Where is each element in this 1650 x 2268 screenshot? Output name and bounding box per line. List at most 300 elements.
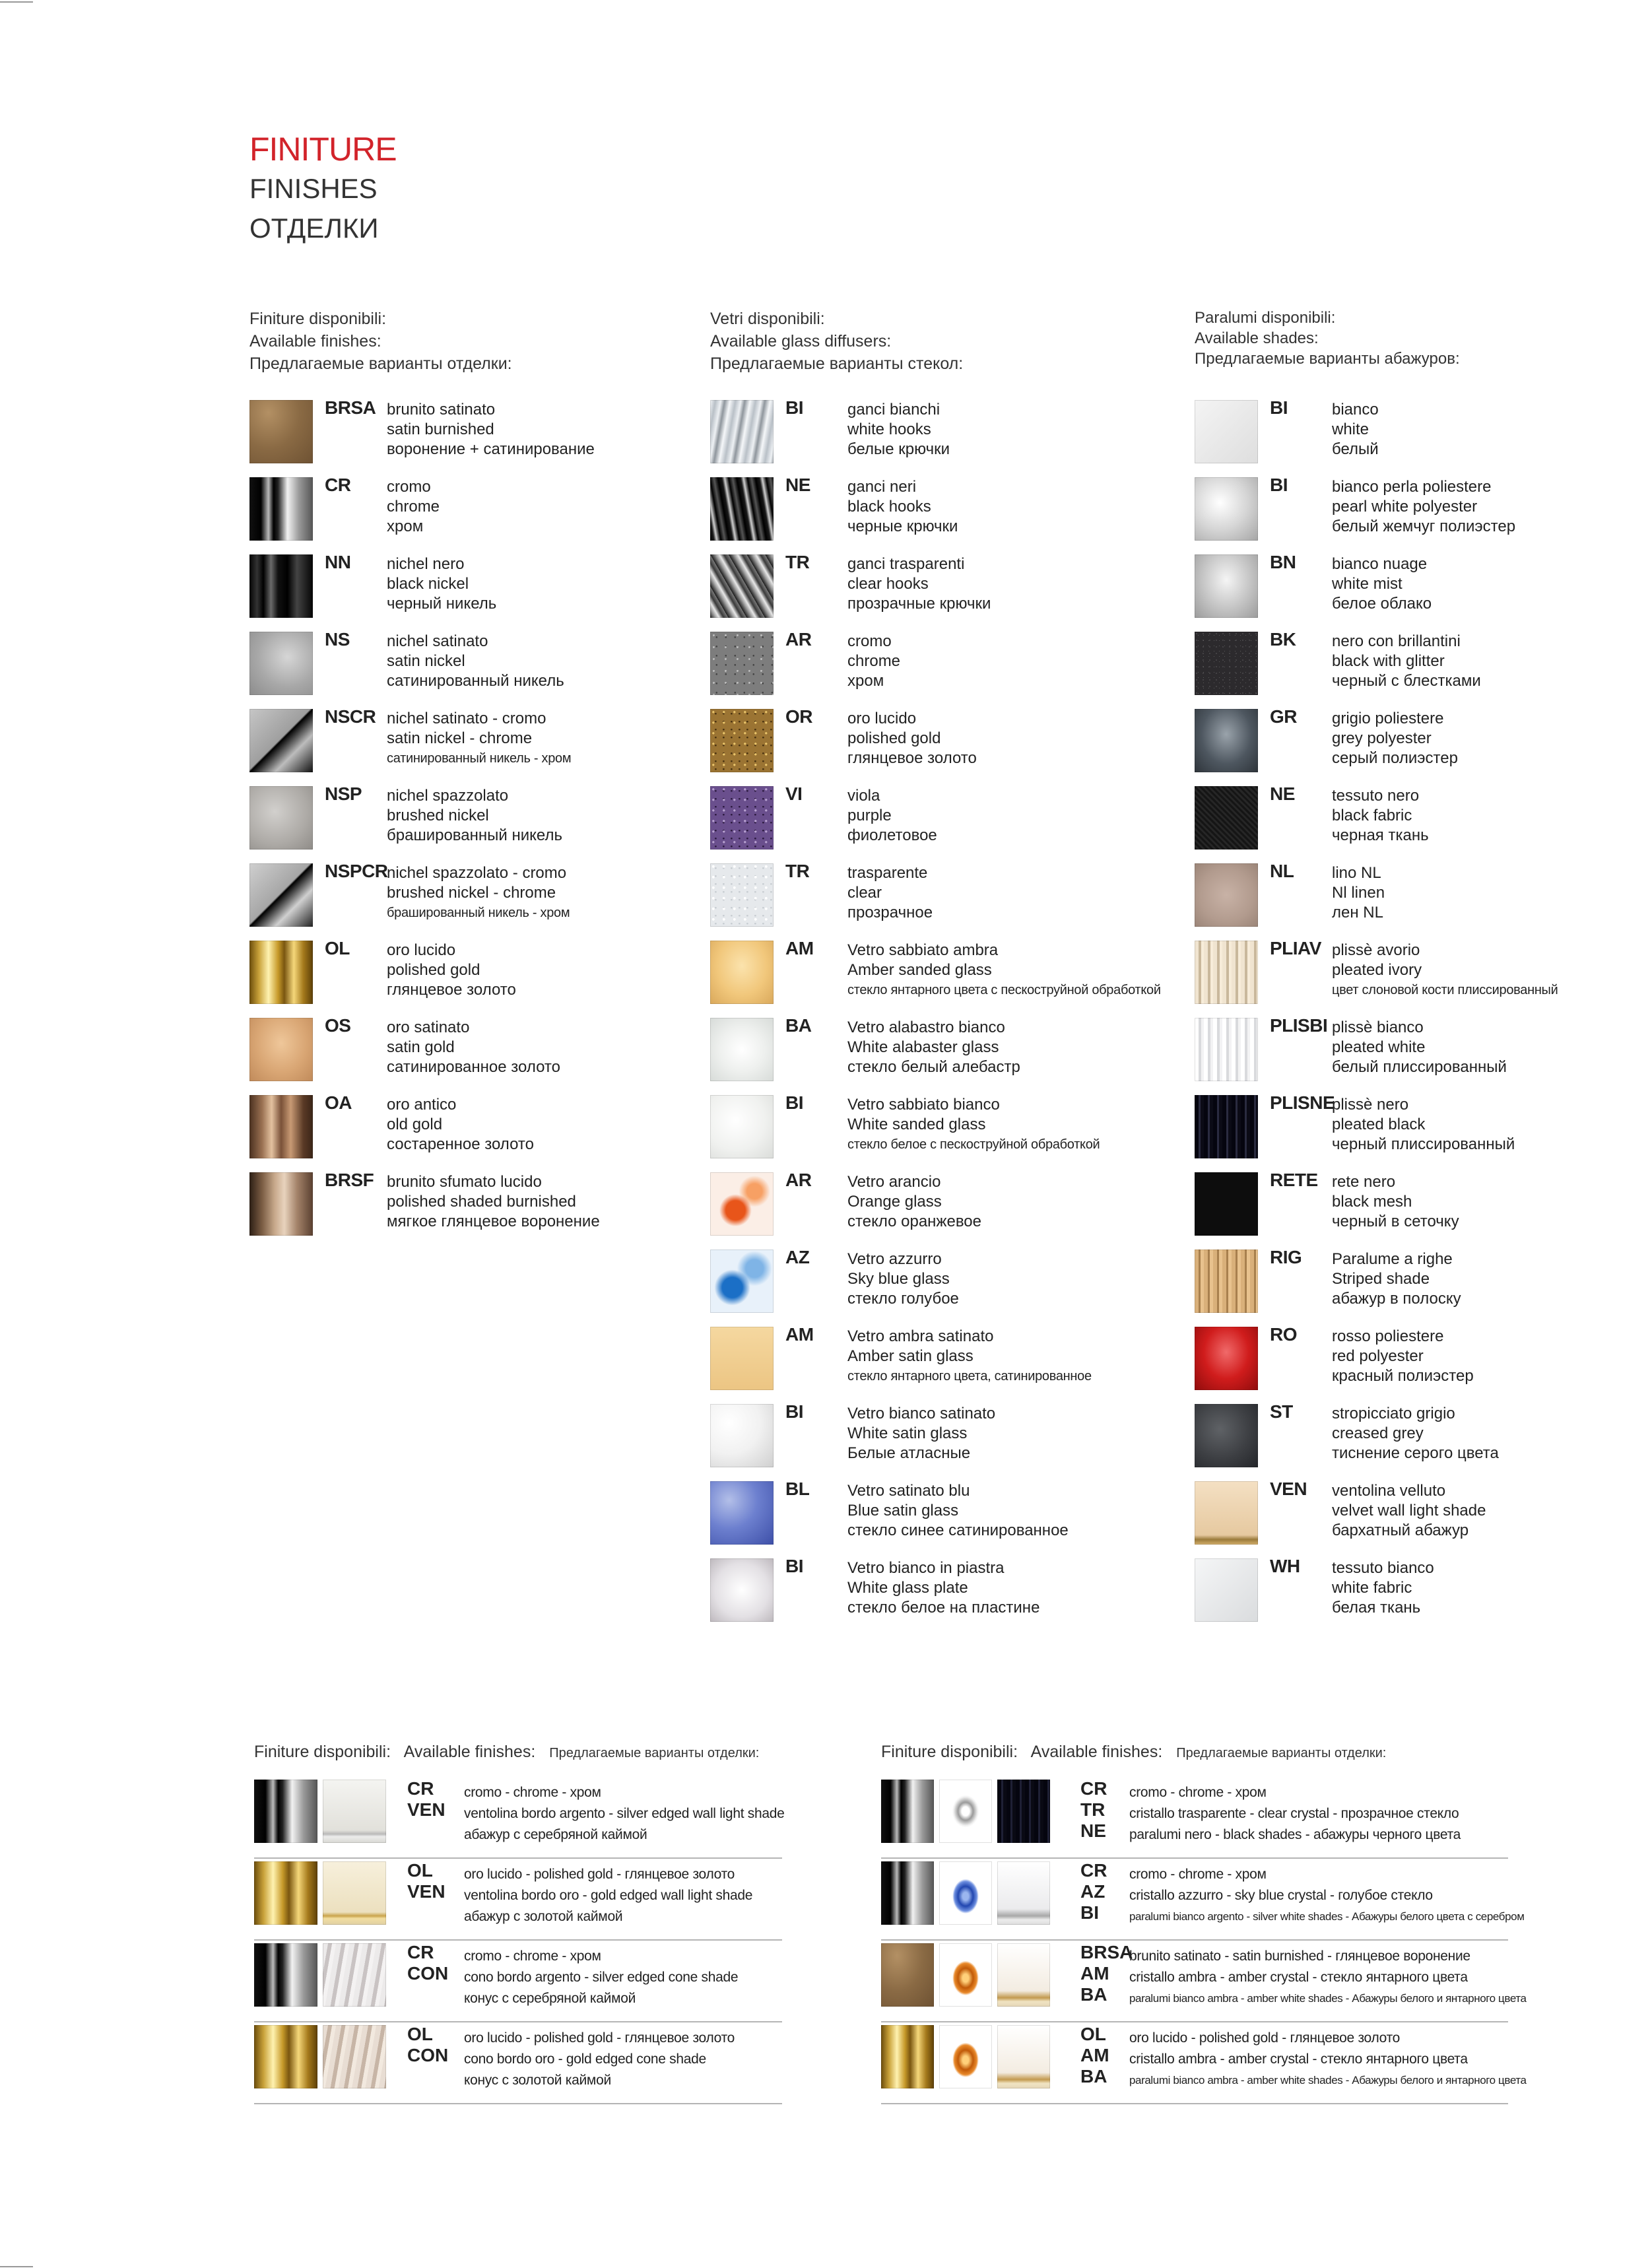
combination-swatch	[323, 1943, 386, 2007]
combination-row	[254, 1939, 782, 2022]
swatch-item	[710, 1015, 1080, 1084]
description-line: bianco nuage	[1332, 555, 1428, 573]
combination-description	[464, 2028, 735, 2091]
swatch-image	[1195, 709, 1258, 772]
description-line: chrome	[387, 498, 440, 516]
combination-line: cristallo ambra - amber crystal - стекло янтарного цвета	[1129, 2051, 1468, 2067]
swatch-code: NSCR	[325, 706, 376, 727]
description-line: nichel nero	[387, 555, 465, 573]
combination-code: VEN	[407, 1799, 446, 1820]
description-line: черный никель	[387, 595, 497, 613]
swatch-image	[710, 1018, 774, 1081]
swatch-image	[710, 554, 774, 618]
combination-swatch	[323, 1780, 386, 1843]
description-line: Amber satin glass	[847, 1347, 974, 1365]
swatch-item	[710, 1401, 1080, 1470]
swatch-image	[710, 863, 774, 927]
swatch-code: RIG	[1270, 1247, 1302, 1267]
heading-ru: Предлагаемые варианты отделки:	[549, 1746, 760, 1760]
combination-description	[464, 1946, 738, 2009]
swatch-description	[847, 1404, 995, 1463]
swatch-description	[847, 400, 950, 459]
combination-swatch	[997, 1861, 1050, 1925]
combination-swatch	[997, 1780, 1050, 1843]
combination-row	[881, 2021, 1527, 2104]
description-line: White alabaster glass	[847, 1038, 999, 1056]
glass-heading	[710, 308, 963, 375]
description-line: тиснение серого цвета	[1332, 1444, 1499, 1462]
swatch-item	[1195, 1401, 1564, 1470]
description-line: стекло белое на пластине	[847, 1599, 1040, 1617]
description-line: белое облако	[1332, 595, 1432, 613]
swatch-image	[1195, 1018, 1258, 1081]
combination-line: brunito satinato - satin burnished - глянцевое воронение	[1129, 1949, 1470, 1964]
swatch-item	[1195, 1092, 1564, 1161]
combination-line: cristallo trasparente - clear crystal - прозрачное стекло	[1129, 1806, 1459, 1821]
combination-line: cromo - chrome - хром	[1129, 1785, 1267, 1800]
description-line: Orange glass	[847, 1193, 942, 1211]
combination-row	[881, 1776, 1508, 1859]
description-line: satin gold	[387, 1038, 455, 1056]
heading-line: Available finishes:	[249, 332, 381, 350]
description-line: rete nero	[1332, 1173, 1396, 1191]
description-line: бархатный абажур	[1332, 1521, 1469, 1539]
description-line: velvet wall light shade	[1332, 1502, 1486, 1519]
swatch-description	[387, 400, 595, 459]
description-line: сатинированное золото	[387, 1058, 560, 1076]
description-line: bianco perla poliestere	[1332, 478, 1492, 496]
swatch-description	[387, 709, 571, 768]
swatch-image	[710, 1404, 774, 1467]
swatch-item	[1195, 397, 1564, 466]
description-line: ganci bianchi	[847, 401, 940, 418]
heading-line: Available shades:	[1195, 329, 1319, 347]
swatch-image	[249, 941, 313, 1004]
swatch-code: OA	[325, 1092, 352, 1113]
combination-codes	[1080, 1860, 1107, 1923]
combination-swatch	[939, 1943, 992, 2007]
swatch-description	[387, 477, 440, 537]
swatch-code: BI	[785, 1092, 803, 1113]
description-line: pleated black	[1332, 1116, 1426, 1133]
combination-swatch	[254, 2025, 317, 2088]
description-line: Sky blue glass	[847, 1270, 950, 1288]
combinations-left-heading	[254, 1743, 782, 1769]
description-line: белые крючки	[847, 440, 950, 458]
swatch-description	[1332, 477, 1515, 537]
swatch-image	[249, 709, 313, 772]
swatch-code: BL	[785, 1479, 810, 1499]
combination-swatch	[939, 2025, 992, 2088]
description-line: ganci neri	[847, 478, 917, 496]
page-title	[249, 129, 397, 248]
swatch-item	[1195, 1015, 1564, 1084]
swatch-code: AR	[785, 629, 812, 650]
swatch-item	[710, 1481, 1080, 1547]
description-line: стекло голубое	[847, 1290, 959, 1308]
combination-swatch	[939, 1861, 992, 1925]
description-line: черная ткань	[1332, 826, 1429, 844]
swatch-code: OR	[785, 706, 812, 727]
combination-code: CR	[1080, 1860, 1107, 1881]
description-line: Vetro alabastro bianco	[847, 1018, 1005, 1036]
title-russian: ОТДЕЛКИ	[249, 213, 379, 244]
description-line: стекло янтарного цвета с пескоструйной обработкой	[847, 983, 1161, 997]
swatch-item	[710, 554, 1080, 620]
heading-line: Finiture disponibili:	[249, 310, 387, 328]
combination-code: AM	[1080, 2045, 1109, 2065]
description-line: Nl linen	[1332, 884, 1385, 902]
combination-codes	[1080, 1942, 1133, 2005]
swatch-description	[847, 477, 958, 537]
swatch-item	[249, 1015, 619, 1084]
combination-description	[464, 1864, 752, 1927]
heading-line: Vetri disponibili:	[710, 310, 825, 328]
description-line: Vetro ambra satinato	[847, 1327, 994, 1345]
combination-code: NE	[1080, 1820, 1106, 1841]
description-line: clear hooks	[847, 575, 929, 593]
combination-swatch	[939, 1780, 992, 1843]
crop-mark-bottom	[0, 2266, 33, 2267]
combination-line: ventolina bordo oro - gold edged wall light shade	[464, 1888, 753, 1903]
swatch-description	[387, 554, 496, 614]
swatch-item	[1195, 554, 1564, 620]
description-line: nichel satinato - cromo	[387, 710, 546, 727]
swatch-item	[1195, 938, 1564, 1007]
description-line: brushed nickel - chrome	[387, 884, 556, 902]
swatch-code: OS	[325, 1015, 351, 1036]
swatch-item	[249, 863, 619, 929]
description-line: мягкое глянцевое воронение	[387, 1213, 600, 1230]
description-line: nichel spazzolato	[387, 787, 509, 805]
combination-codes	[407, 2024, 448, 2066]
swatch-description	[1332, 1095, 1515, 1154]
description-line: воронение + сатинирование	[387, 440, 595, 458]
swatch-code: BI	[785, 1401, 803, 1422]
combination-code: TR	[1080, 1799, 1106, 1820]
swatch-image	[710, 632, 774, 695]
combination-swatch	[881, 1943, 934, 2007]
combinations-right-heading	[881, 1743, 1508, 1769]
swatch-item	[1195, 1558, 1564, 1624]
swatch-code: RETE	[1270, 1170, 1318, 1190]
swatch-code: BI	[785, 1556, 803, 1576]
swatch-code: BRSA	[325, 397, 376, 418]
description-line: nichel satinato	[387, 632, 488, 650]
heading-line: Available glass diffusers:	[710, 332, 892, 350]
description-line: серый полиэстер	[1332, 749, 1458, 767]
swatch-code: AR	[785, 1170, 812, 1190]
combination-line: cromo - chrome - хром	[1129, 1867, 1267, 1882]
description-line: plissè bianco	[1332, 1018, 1424, 1036]
description-line: polished gold	[847, 729, 941, 747]
heading-en: Available finishes:	[403, 1743, 536, 1761]
swatch-image	[710, 1250, 774, 1313]
combination-code: CR	[1080, 1778, 1107, 1799]
combination-row	[254, 1776, 785, 1859]
swatch-description	[847, 941, 1161, 1000]
swatch-description	[847, 1327, 1092, 1386]
heading-it: Finiture disponibili:	[881, 1743, 1018, 1761]
combination-line: paralumi bianco argento - silver white shades - Абажуры белого цвета с серебром	[1129, 1910, 1525, 1923]
description-line: pleated white	[1332, 1038, 1426, 1056]
description-line: Paralume a righe	[1332, 1250, 1453, 1268]
description-line: purple	[847, 807, 892, 824]
description-line: plissè avorio	[1332, 941, 1420, 959]
swatch-description	[1332, 1018, 1507, 1077]
swatch-image	[1195, 1404, 1258, 1467]
swatch-description	[1332, 786, 1429, 846]
description-line: rosso poliestere	[1332, 1327, 1444, 1345]
swatch-item	[1195, 863, 1564, 929]
heading-ru: Предлагаемые варианты отделки:	[1176, 1746, 1387, 1760]
description-line: красный полиэстер	[1332, 1367, 1474, 1385]
title-english: FINISHES	[249, 173, 378, 204]
swatch-image	[249, 786, 313, 850]
description-line: pleated ivory	[1332, 961, 1422, 979]
description-line: стекло белое с пескоструйной обработкой	[847, 1137, 1100, 1152]
swatch-image	[1195, 941, 1258, 1004]
swatch-item	[710, 786, 1080, 852]
combination-code: CR	[407, 1942, 434, 1962]
swatch-code: NE	[785, 475, 810, 495]
swatch-image	[249, 1018, 313, 1081]
description-line: хром	[387, 517, 424, 535]
swatch-code: BRSF	[325, 1170, 374, 1190]
swatch-item	[249, 477, 619, 543]
swatch-code: ST	[1270, 1401, 1293, 1422]
swatch-description	[847, 863, 933, 923]
combination-description	[1129, 1782, 1461, 1846]
swatch-description	[1332, 1481, 1486, 1541]
combination-code: OL	[407, 2024, 433, 2044]
swatch-image	[1195, 1558, 1258, 1622]
swatch-code: NSPCR	[325, 861, 388, 881]
swatch-image	[249, 863, 313, 927]
description-line: white fabric	[1332, 1579, 1412, 1597]
combination-code: AM	[1080, 1963, 1109, 1984]
swatch-code: NL	[1270, 861, 1294, 881]
swatch-item	[249, 629, 619, 698]
swatch-description	[847, 1558, 1040, 1618]
combination-line: ventolina bordo argento - silver edged wall light shade	[464, 1806, 785, 1821]
swatch-item	[249, 397, 619, 466]
swatch-code: NS	[325, 629, 350, 650]
swatch-code: PLISNE	[1270, 1092, 1335, 1113]
description-line: polished gold	[387, 961, 480, 979]
description-line: black with glitter	[1332, 652, 1445, 670]
swatch-image	[710, 1172, 774, 1236]
combination-row	[254, 2021, 782, 2104]
combination-swatch	[254, 1780, 317, 1843]
combination-codes	[407, 1860, 446, 1902]
swatch-image	[1195, 786, 1258, 850]
description-line: White satin glass	[847, 1424, 968, 1442]
swatch-item	[249, 706, 619, 775]
combination-swatch	[254, 1861, 317, 1925]
swatch-description	[387, 863, 570, 923]
description-line: белый плиссированный	[1332, 1058, 1507, 1076]
swatch-image	[1195, 632, 1258, 695]
combination-code: BA	[1080, 2066, 1107, 2086]
combination-code: CR	[407, 1778, 434, 1799]
combination-line: cristallo azzurro - sky blue crystal - голубое стекло	[1129, 1888, 1433, 1903]
description-line: red polyester	[1332, 1347, 1424, 1365]
description-line: nichel spazzolato - cromo	[387, 864, 567, 882]
description-line: лен NL	[1332, 904, 1383, 921]
swatch-description	[1332, 632, 1481, 691]
swatch-image	[1195, 477, 1258, 541]
description-line: белая ткань	[1332, 1599, 1421, 1617]
swatch-description	[1332, 1404, 1499, 1463]
combination-swatch	[881, 1861, 934, 1925]
combination-row	[881, 1939, 1527, 2022]
description-line: white mist	[1332, 575, 1402, 593]
swatch-image	[249, 1095, 313, 1158]
combination-line: cromo - chrome - хром	[464, 1949, 601, 1964]
description-line: oro satinato	[387, 1018, 470, 1036]
description-line: creased grey	[1332, 1424, 1424, 1442]
combination-description	[1129, 2028, 1527, 2091]
swatch-description	[847, 709, 977, 768]
finishes-heading	[249, 308, 512, 375]
swatch-item	[1195, 706, 1564, 775]
swatch-item	[249, 554, 619, 620]
combinations-right-table	[881, 1743, 1527, 2086]
heading-en: Available finishes:	[1030, 1743, 1163, 1761]
combination-codes	[1080, 1778, 1107, 1842]
combination-line: oro lucido - polished gold - глянцевое золото	[1129, 2030, 1401, 2046]
combinations-left-table	[254, 1743, 785, 2088]
swatch-image	[1195, 1095, 1258, 1158]
combination-row	[881, 1857, 1525, 1941]
combination-code: BRSA	[1080, 1942, 1133, 1962]
description-line: черные крючки	[847, 517, 958, 535]
swatch-item	[710, 629, 1080, 698]
combination-line: абажур с золотой каймой	[464, 1909, 623, 1924]
combination-swatch	[323, 1861, 386, 1925]
heading-line: Предлагаемые варианты абажуров:	[1195, 350, 1460, 368]
combination-line: cristallo ambra - amber crystal - стекло янтарного цвета	[1129, 1970, 1468, 1985]
description-line: brunito sfumato lucido	[387, 1173, 542, 1191]
description-line: Vetro satinato blu	[847, 1482, 970, 1500]
description-line: прозрачные крючки	[847, 595, 991, 613]
swatch-item	[710, 477, 1080, 543]
description-line: bianco	[1332, 401, 1379, 418]
description-line: satin burnished	[387, 420, 494, 438]
swatch-description	[847, 786, 937, 846]
combination-swatch	[881, 1780, 934, 1843]
description-line: viola	[847, 787, 880, 805]
combination-code: AZ	[1080, 1881, 1106, 1902]
combination-line: paralumi bianco ambra - amber white shades - Абажуры белого и янтарного цвета	[1129, 2074, 1527, 2086]
swatch-description	[1332, 941, 1558, 1000]
swatch-item	[710, 1247, 1080, 1316]
combination-line: oro lucido - polished gold - глянцевое золото	[464, 1867, 735, 1882]
swatch-description	[847, 1018, 1020, 1077]
description-line: brunito satinato	[387, 401, 496, 418]
description-line: брашированный никель - хром	[387, 906, 570, 920]
description-line: черный в сеточку	[1332, 1213, 1459, 1230]
description-line: брашированный никель	[387, 826, 562, 844]
combination-line: cono bordo argento - silver edged cone shade	[464, 1970, 739, 1985]
description-line: tessuto bianco	[1332, 1559, 1434, 1577]
combination-code: OL	[407, 1860, 433, 1881]
swatch-item	[1195, 1324, 1564, 1393]
description-line: состаренное золото	[387, 1135, 534, 1153]
finishes-column	[249, 308, 600, 1230]
combination-code: CON	[407, 1963, 449, 1984]
swatch-code: CR	[325, 475, 351, 495]
swatch-item	[710, 397, 1080, 466]
swatch-code: BK	[1270, 629, 1296, 650]
swatch-code: VI	[785, 784, 803, 804]
description-line: stropicciato grigio	[1332, 1405, 1455, 1422]
heading-line: Предлагаемые варианты стекол:	[710, 354, 964, 373]
title-italian: FINITURE	[249, 131, 397, 168]
description-line: белый жемчуг полиэстер	[1332, 517, 1516, 535]
swatch-code: AZ	[785, 1247, 810, 1267]
swatch-description	[387, 1018, 560, 1077]
swatch-description	[1332, 1558, 1434, 1618]
heading-it: Finiture disponibili:	[254, 1743, 391, 1761]
swatch-image	[710, 786, 774, 850]
description-line: polished shaded burnished	[387, 1193, 576, 1211]
swatch-code: BN	[1270, 552, 1296, 572]
description-line: Vetro azzurro	[847, 1250, 942, 1268]
heading-line: Paralumi disponibili:	[1195, 309, 1336, 327]
swatch-description	[847, 1172, 981, 1232]
swatch-item	[1195, 477, 1564, 543]
description-line: cromo	[847, 632, 892, 650]
swatch-image	[1195, 1172, 1258, 1236]
description-line: cromo	[387, 478, 431, 496]
swatch-item	[1195, 629, 1564, 698]
description-line: стекло белый алебастр	[847, 1058, 1020, 1076]
swatch-description	[1332, 1250, 1461, 1309]
swatch-item	[1195, 1247, 1564, 1316]
combination-description	[1129, 1946, 1527, 2009]
swatch-code: TR	[785, 861, 810, 881]
description-line: черный плиссированный	[1332, 1135, 1515, 1153]
swatch-description	[1332, 400, 1379, 459]
combination-code: VEN	[407, 1881, 446, 1902]
swatch-description	[1332, 1327, 1474, 1386]
description-line: стекло оранжевое	[847, 1213, 982, 1230]
description-line: brushed nickel	[387, 807, 489, 824]
description-line: black fabric	[1332, 807, 1412, 824]
swatch-description	[387, 1172, 600, 1232]
description-line: черный с блестками	[1332, 672, 1481, 690]
swatch-code: BI	[785, 397, 803, 418]
description-line: pearl white polyester	[1332, 498, 1478, 516]
description-line: глянцевое золото	[847, 749, 977, 767]
swatch-code: AM	[785, 938, 814, 958]
combination-code: CON	[407, 2045, 449, 2065]
swatch-code: NN	[325, 552, 351, 572]
description-line: old gold	[387, 1116, 443, 1133]
swatch-item	[1195, 786, 1564, 852]
description-line: Striped shade	[1332, 1270, 1430, 1288]
swatch-image	[1195, 400, 1258, 463]
swatch-image	[710, 941, 774, 1004]
combination-codes	[1080, 2024, 1109, 2087]
swatch-description	[847, 1250, 959, 1309]
description-line: clear	[847, 884, 882, 902]
swatch-code: AM	[785, 1324, 814, 1345]
swatch-image	[249, 477, 313, 541]
description-line: цвет слоновой кости плиссированный	[1332, 983, 1558, 997]
